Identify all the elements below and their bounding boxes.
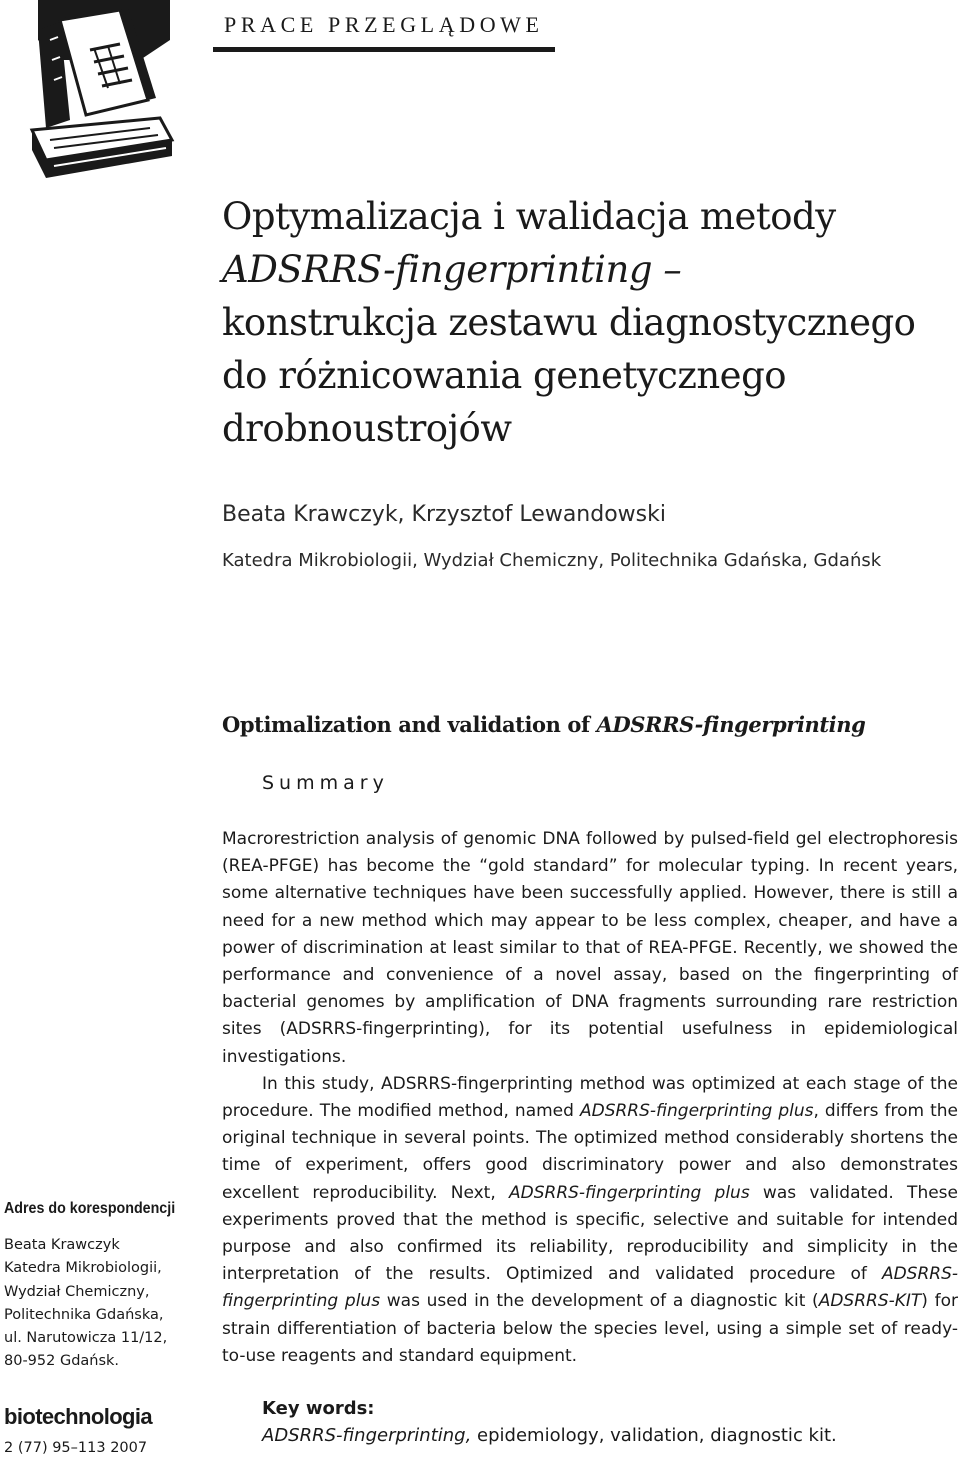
authors: Beata Krawczyk, Krzysztof Lewandowski <box>222 502 666 527</box>
abstract-text: In this study, ADSRRS-fingerprinting method was optimized at each stage of the procedure. The modified method, named <box>222 1073 958 1122</box>
correspondence-address <box>4 1234 167 1374</box>
abstract-italic: ADSRRS-fingerprinting plus <box>222 1264 958 1312</box>
abstract-paragraph-1: Macrorestriction analysis of genomic DNA followed by pulsed-field gel electrophoresis (REA-PFGE) has become the “gold standard” for molecular typing. In recent years, some alternative techniques have been successfully applied. However, there is still a need for a new method which may appear to be less complex, cheaper, and have a power of discrimination at least similar to that of REA-PFGE. Recently, we showed the performance and convenience of a novel assay, based on the fingerprinting of bacterial genomes by amplification of DNA fragments surrounding rare restriction sites (ADSRRS-fingerprinting), for its potential usefulness in epidemiological investigations. <box>222 829 958 1067</box>
english-title <box>222 712 865 737</box>
correspondence-line: Politechnika Gdańska, <box>4 1306 164 1323</box>
summary-label: Summary <box>262 772 389 794</box>
abstract-italic: ADSRRS-fingerprinting plus <box>509 1182 750 1203</box>
abstract-text: was used in the development of a diagnostic kit ( <box>380 1291 819 1312</box>
section-label: PRACE PRZEGLĄDOWE <box>224 12 544 37</box>
books-icon <box>20 0 180 185</box>
abstract-text: , differs from the original technique in several points. The optimized method considerably shortens the time of experiment, offers good discriminatory power and also demonstrates excellent reproducibility. Next, <box>222 1101 958 1203</box>
english-title-prefix: Optimalization and validation of <box>222 712 597 737</box>
article-title <box>222 190 952 455</box>
affiliation: Katedra Mikrobiologii, Wydział Chemiczny, Politechnika Gdańska, Gdańsk <box>222 550 882 571</box>
key-words-label: Key words: <box>262 1398 375 1419</box>
key-words-rest: epidemiology, validation, diagnostic kit. <box>471 1425 837 1446</box>
key-words <box>262 1425 837 1446</box>
english-title-italic: ADSRRS-fingerprinting <box>596 712 866 737</box>
title-line-3: konstrukcja zestawu diagnostycznego <box>222 301 916 344</box>
abstract-paragraph-2 <box>222 1071 958 1370</box>
title-line-4: do różnicowania genetycznego <box>222 354 787 397</box>
abstract <box>222 826 958 1370</box>
title-line-1: Optymalizacja i walidacja metody <box>222 195 836 238</box>
correspondence-line: Katedra Mikrobiologii, <box>4 1260 162 1277</box>
title-line-2: ADSRRS-fingerprinting – <box>222 248 682 291</box>
issue-info: 2 (77) 95–113 2007 <box>4 1440 148 1456</box>
abstract-italic: ADSRRS-KIT <box>818 1291 922 1312</box>
correspondence-line: Wydział Chemiczny, <box>4 1283 150 1300</box>
journal-logo: biotechnologia <box>4 1404 153 1429</box>
title-line-5: drobnoustrojów <box>222 407 512 450</box>
key-words-italic: ADSRRS-fingerprinting, <box>262 1425 472 1446</box>
abstract-italic: ADSRRS-fingerprinting plus <box>579 1101 814 1122</box>
correspondence-line: ul. Narutowicza 11/12, <box>4 1330 168 1347</box>
correspondence-line: 80-952 Gdańsk. <box>4 1353 120 1370</box>
abstract-text: was validated. These experiments proved that the method is specific, selective and suitable for intended purpose and also confirmed its reliability, reproducibility and simplicity in the interpretation of the results. Optimized and validated procedure of <box>222 1182 958 1285</box>
abstract-text: ) for strain differentiation of bacteria below the species level, using a simple set of ready-to-use reagents and standard equipment. <box>222 1291 958 1366</box>
correspondence-heading: Adres do korespondencji <box>4 1200 176 1217</box>
correspondence-line: Beata Krawczyk <box>4 1237 120 1253</box>
